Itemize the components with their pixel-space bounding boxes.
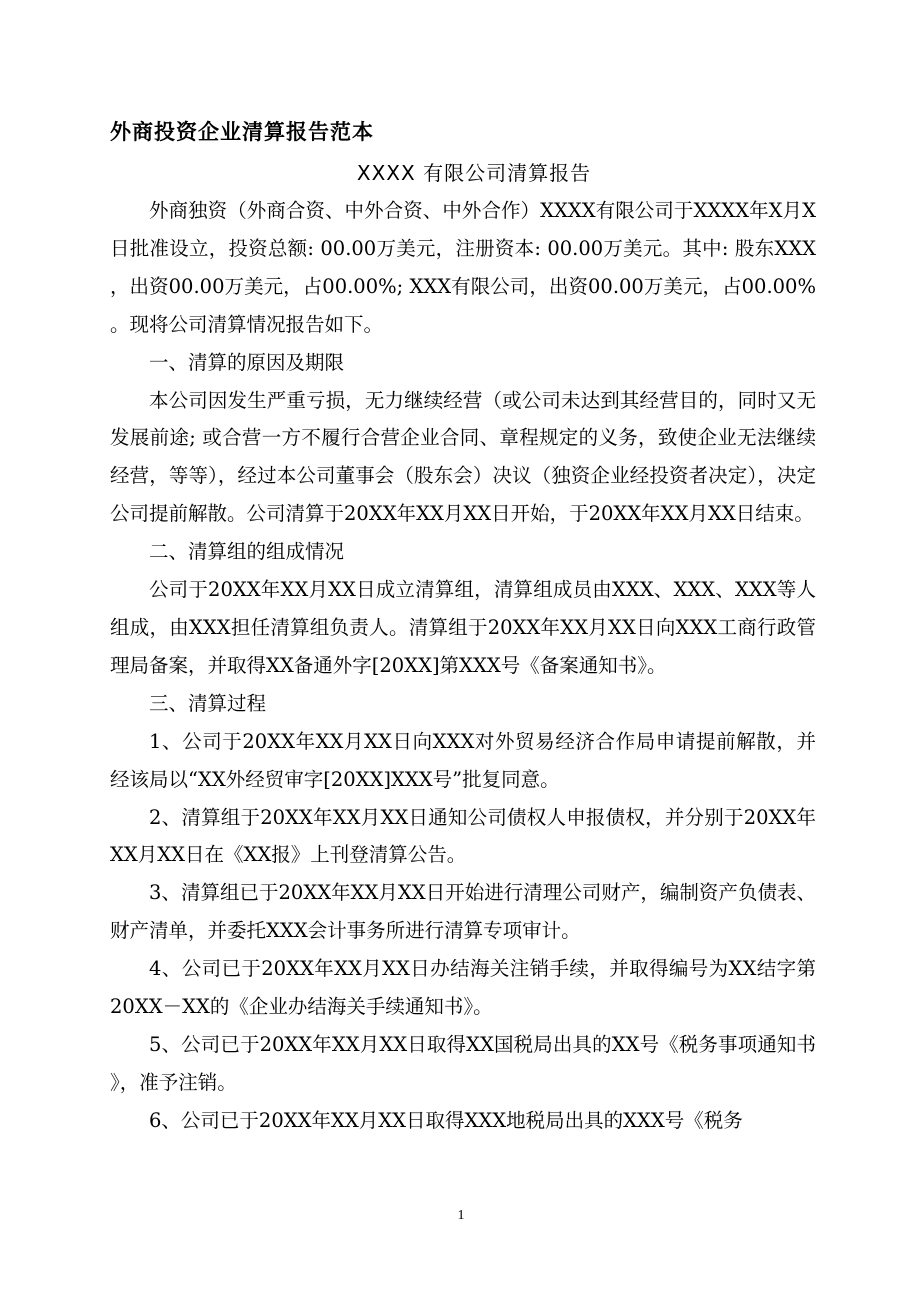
process-item-1: 1、公司于20XX年XX月XX日向XXX对外贸易经济合作局申请提前解散，并经该局以“XX外经贸审字[20XX]XXX号”批复同意。 (110, 729, 816, 791)
document-body (110, 192, 816, 1140)
process-item-3: 3、清算组已于20XX年XX月XX日开始进行清理公司财产，编制资产负债表、财产清单，并委托XXX会计事务所进行清算专项审计。 (110, 881, 816, 943)
process-item-2: 2、清算组于20XX年XX月XX日通知公司债权人申报债权，并分别于20XX年XX月XX日在《XX报》上刊登清算公告。 (110, 805, 816, 867)
intro-paragraph: 外商独资（外商合资、中外合资、中外合作）XXXX有限公司于XXXX年X月X日批准设立，投资总额: 00.00万美元，注册资本: 00.00万美元。其中: 股东XXX，出资00.00万美元，占00.00%; XXX有限公司，出资00.00万美元，占00.00%。现将公司清算情况报告如下。 (110, 199, 816, 336)
process-item-4: 4、公司已于20XX年XX月XX日办结海关注销手续，并取得编号为XX结字第20XX－XX的《企业办结海关手续通知书》。 (110, 957, 816, 1019)
team-paragraph: 公司于20XX年XX月XX日成立清算组，清算组成员由XXX、XXX、XXX等人组成，由XXX担任清算组负责人。清算组于20XX年XX月XX日向XXX工商行政管理局备案，并取得XX备通外字[20XX]第XXX号《备案通知书》。 (110, 578, 816, 677)
reason-paragraph: 本公司因发生严重亏损，无力继续经营（或公司未达到其经营目的，同时又无发展前途; 或合营一方不履行合营企业合同、章程规定的义务，致使企业无法继续经营，等等），经过本公司董事会（股东会）决议（独资企业经投资者决定），决定公司提前解散。公司清算于20XX年XX月XX日开始，于20XX年XX月XX日结束。 (110, 388, 816, 526)
section-heading-reason: 一、清算的原因及期限 (149, 350, 345, 374)
document-title: 外商投资企业清算报告范本 (110, 120, 374, 144)
section-heading-process: 三、清算过程 (149, 691, 267, 715)
section-heading-team: 二、清算组的组成情况 (149, 540, 345, 564)
page-number: 1 (457, 1208, 465, 1223)
process-item-6: 6、公司已于20XX年XX月XX日取得XXX地税局出具的XXX号《税务 (149, 1108, 743, 1132)
report-title: XXXX 有限公司清算报告 (356, 161, 592, 185)
process-item-5: 5、公司已于20XX年XX月XX日取得XX国税局出具的XX号《税务事项通知书》，准予注销。 (110, 1032, 816, 1094)
